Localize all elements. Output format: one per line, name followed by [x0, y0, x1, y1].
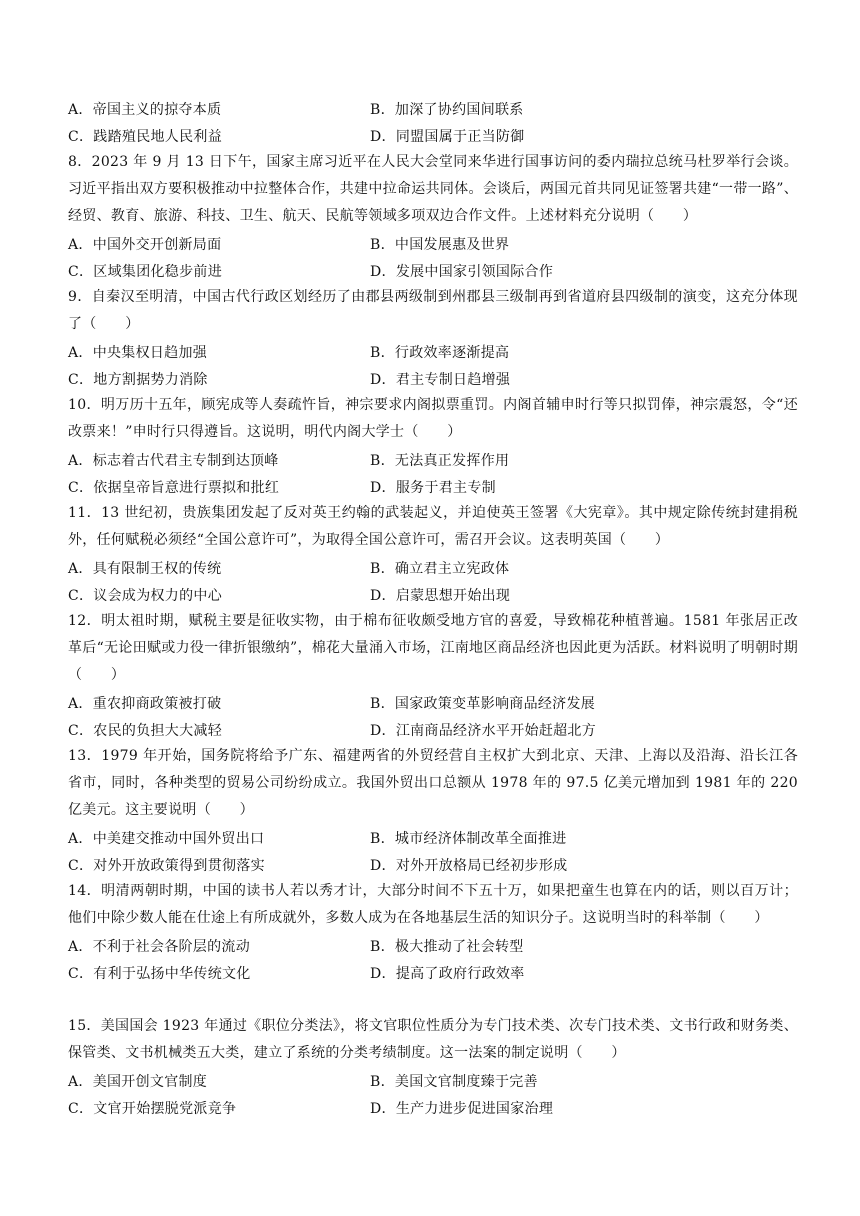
option-row [68, 689, 798, 716]
question-stem: 9．自秦汉至明清，中国古代行政区划经历了由郡县两级制到州郡县三级制再到省道府县四级制的演变，这充分体现了（ ） [68, 289, 798, 332]
option-d: D．启蒙思想开始出现 [370, 587, 511, 604]
option-b: B．国家政策变革影响商品经济发展 [370, 695, 596, 712]
option-row [68, 851, 798, 878]
option-a: A．标志着古代君主专制到达顶峰 [68, 452, 279, 469]
option-b: B．确立君主立宪政体 [370, 560, 510, 577]
question-stem: 10．明万历十五年，顾宪成等人奏疏忤旨，神宗要求内阁拟票重罚。内阁首辅申时行等只拟罚俸，神宗震怒，令“还改票来！”申时行只得遵旨。这说明，明代内阁大学士（ ） [68, 397, 798, 440]
option-d: D．提高了政府行政效率 [370, 965, 525, 982]
option-a: A．不利于社会各阶层的流动 [68, 938, 251, 955]
option-b: B．美国文官制度臻于完善 [370, 1073, 538, 1090]
option-row [68, 338, 798, 365]
option-c: C．依据皇帝旨意进行票拟和批红 [68, 479, 280, 496]
option-row [68, 122, 798, 149]
question-stem: 14．明清两朝时期，中国的读书人若以秀才计，大部分时间不下五十万，如果把童生也算在内的话，则以百万计；他们中除少数人能在仕途上有所成就外，多数人成为在各地基层生活的知识分子。这说明当时的科举制（ ） [68, 883, 798, 926]
option-c: C．文官开始摆脱党派竞争 [68, 1100, 237, 1117]
option-b: B．加深了协约国间联系 [370, 101, 524, 118]
option-row [68, 230, 798, 257]
question-8 [68, 149, 798, 284]
question-stem: 15．美国国会 1923 年通过《职位分类法》，将文官职位性质分为专门技术类、次专门技术类、文书行政和财务类、保管类、文书机械类五大类，建立了系统的分类考绩制度。这一法案的制定说明（ ） [68, 1018, 798, 1061]
option-row [68, 959, 798, 986]
option-d: D．同盟国属于正当防御 [370, 128, 525, 145]
option-d: D．江南商品经济水平开始赶超北方 [370, 722, 597, 739]
option-row [68, 824, 798, 851]
question-stem: 13．1979 年开始，国务院将给予广东、福建两省的外贸经营自主权扩大到北京、天津、上海以及沿海、沿长江各省市，同时，各种类型的贸易公司纷纷成立。我国外贸出口总额从 1978 年的 97.5 亿美元增加到 1981 年的 220 亿美元。这主要说明（ ） [68, 748, 798, 818]
question-10 [68, 392, 798, 500]
question-12 [68, 608, 798, 743]
option-a: A．帝国主义的掠夺本质 [68, 101, 222, 118]
option-d: D．生产力进步促进国家治理 [370, 1100, 554, 1117]
option-b: B．行政效率逐渐提高 [370, 344, 510, 361]
option-c: C．有利于弘扬中华传统文化 [68, 965, 251, 982]
option-a: A．中央集权日趋加强 [68, 344, 208, 361]
question-stem: 11．13 世纪初，贵族集团发起了反对英王约翰的武装起义，并迫使英王签署《大宪章》。其中规定除传统封建捐税外，任何赋税必须经“全国公意许可”，为取得全国公意许可，需召开会议。这表明英国（ ） [68, 505, 798, 548]
option-a: A．中美建交推动中国外贸出口 [68, 830, 265, 847]
option-row [68, 1094, 798, 1121]
option-row [68, 932, 798, 959]
option-row [68, 554, 798, 581]
option-c: C．践踏殖民地人民利益 [68, 128, 223, 145]
option-a: A．中国外交开创新局面 [68, 236, 222, 253]
question-9 [68, 284, 798, 392]
option-d: D．服务于君主专制 [370, 479, 496, 496]
option-d: D．发展中国家引领国际合作 [370, 263, 554, 280]
option-b: B．城市经济体制改革全面推进 [370, 830, 567, 847]
option-b: B．中国发展惠及世界 [370, 236, 510, 253]
question-15 [68, 1013, 798, 1121]
option-a: A．美国开创文官制度 [68, 1073, 208, 1090]
option-c: C．对外开放政策得到贯彻落实 [68, 857, 265, 874]
option-row [68, 716, 798, 743]
question-11 [68, 500, 798, 608]
option-row [68, 581, 798, 608]
option-row [68, 257, 798, 284]
question-stem: 8．2023 年 9 月 13 日下午，国家主席习近平在人民大会堂同来华进行国事访问的委内瑞拉总统马杜罗举行会谈。习近平指出双方要积极推动中拉整体合作，共建中拉命运共同体。会谈后，两国元首共同见证签署共建“一带一路”、经贸、教育、旅游、科技、卫生、航天、民航等领域多项双边合作文件。上述材料充分说明（ ） [68, 154, 798, 224]
option-c: C．地方割据势力消除 [68, 371, 208, 388]
option-d: D．对外开放格局已经初步形成 [370, 857, 568, 874]
option-c: C．议会成为权力的中心 [68, 587, 223, 604]
option-row [68, 473, 798, 500]
option-row [68, 95, 798, 122]
question-stem: 12．明太祖时期，赋税主要是征收实物，由于棉布征收颇受地方官的喜爱，导致棉花种植普遍。1581 年张居正改革后“无论田赋或力役一律折银缴纳”，棉花大量涌入市场，江南地区商品经济也因此更为活跃。材料说明了明朝时期（ ） [68, 613, 798, 683]
option-b: B．无法真正发挥作用 [370, 452, 510, 469]
question-14 [68, 878, 798, 986]
question-7-options [68, 95, 798, 149]
option-row [68, 446, 798, 473]
question-13 [68, 743, 798, 878]
option-b: B．极大推动了社会转型 [370, 938, 524, 955]
option-c: C．农民的负担大大减轻 [68, 722, 223, 739]
option-row [68, 365, 798, 392]
option-a: A．重农抑商政策被打破 [68, 695, 222, 712]
option-row [68, 1067, 798, 1094]
option-d: D．君主专制日趋增强 [370, 371, 511, 388]
option-a: A．具有限制王权的传统 [68, 560, 222, 577]
option-c: C．区域集团化稳步前进 [68, 263, 223, 280]
